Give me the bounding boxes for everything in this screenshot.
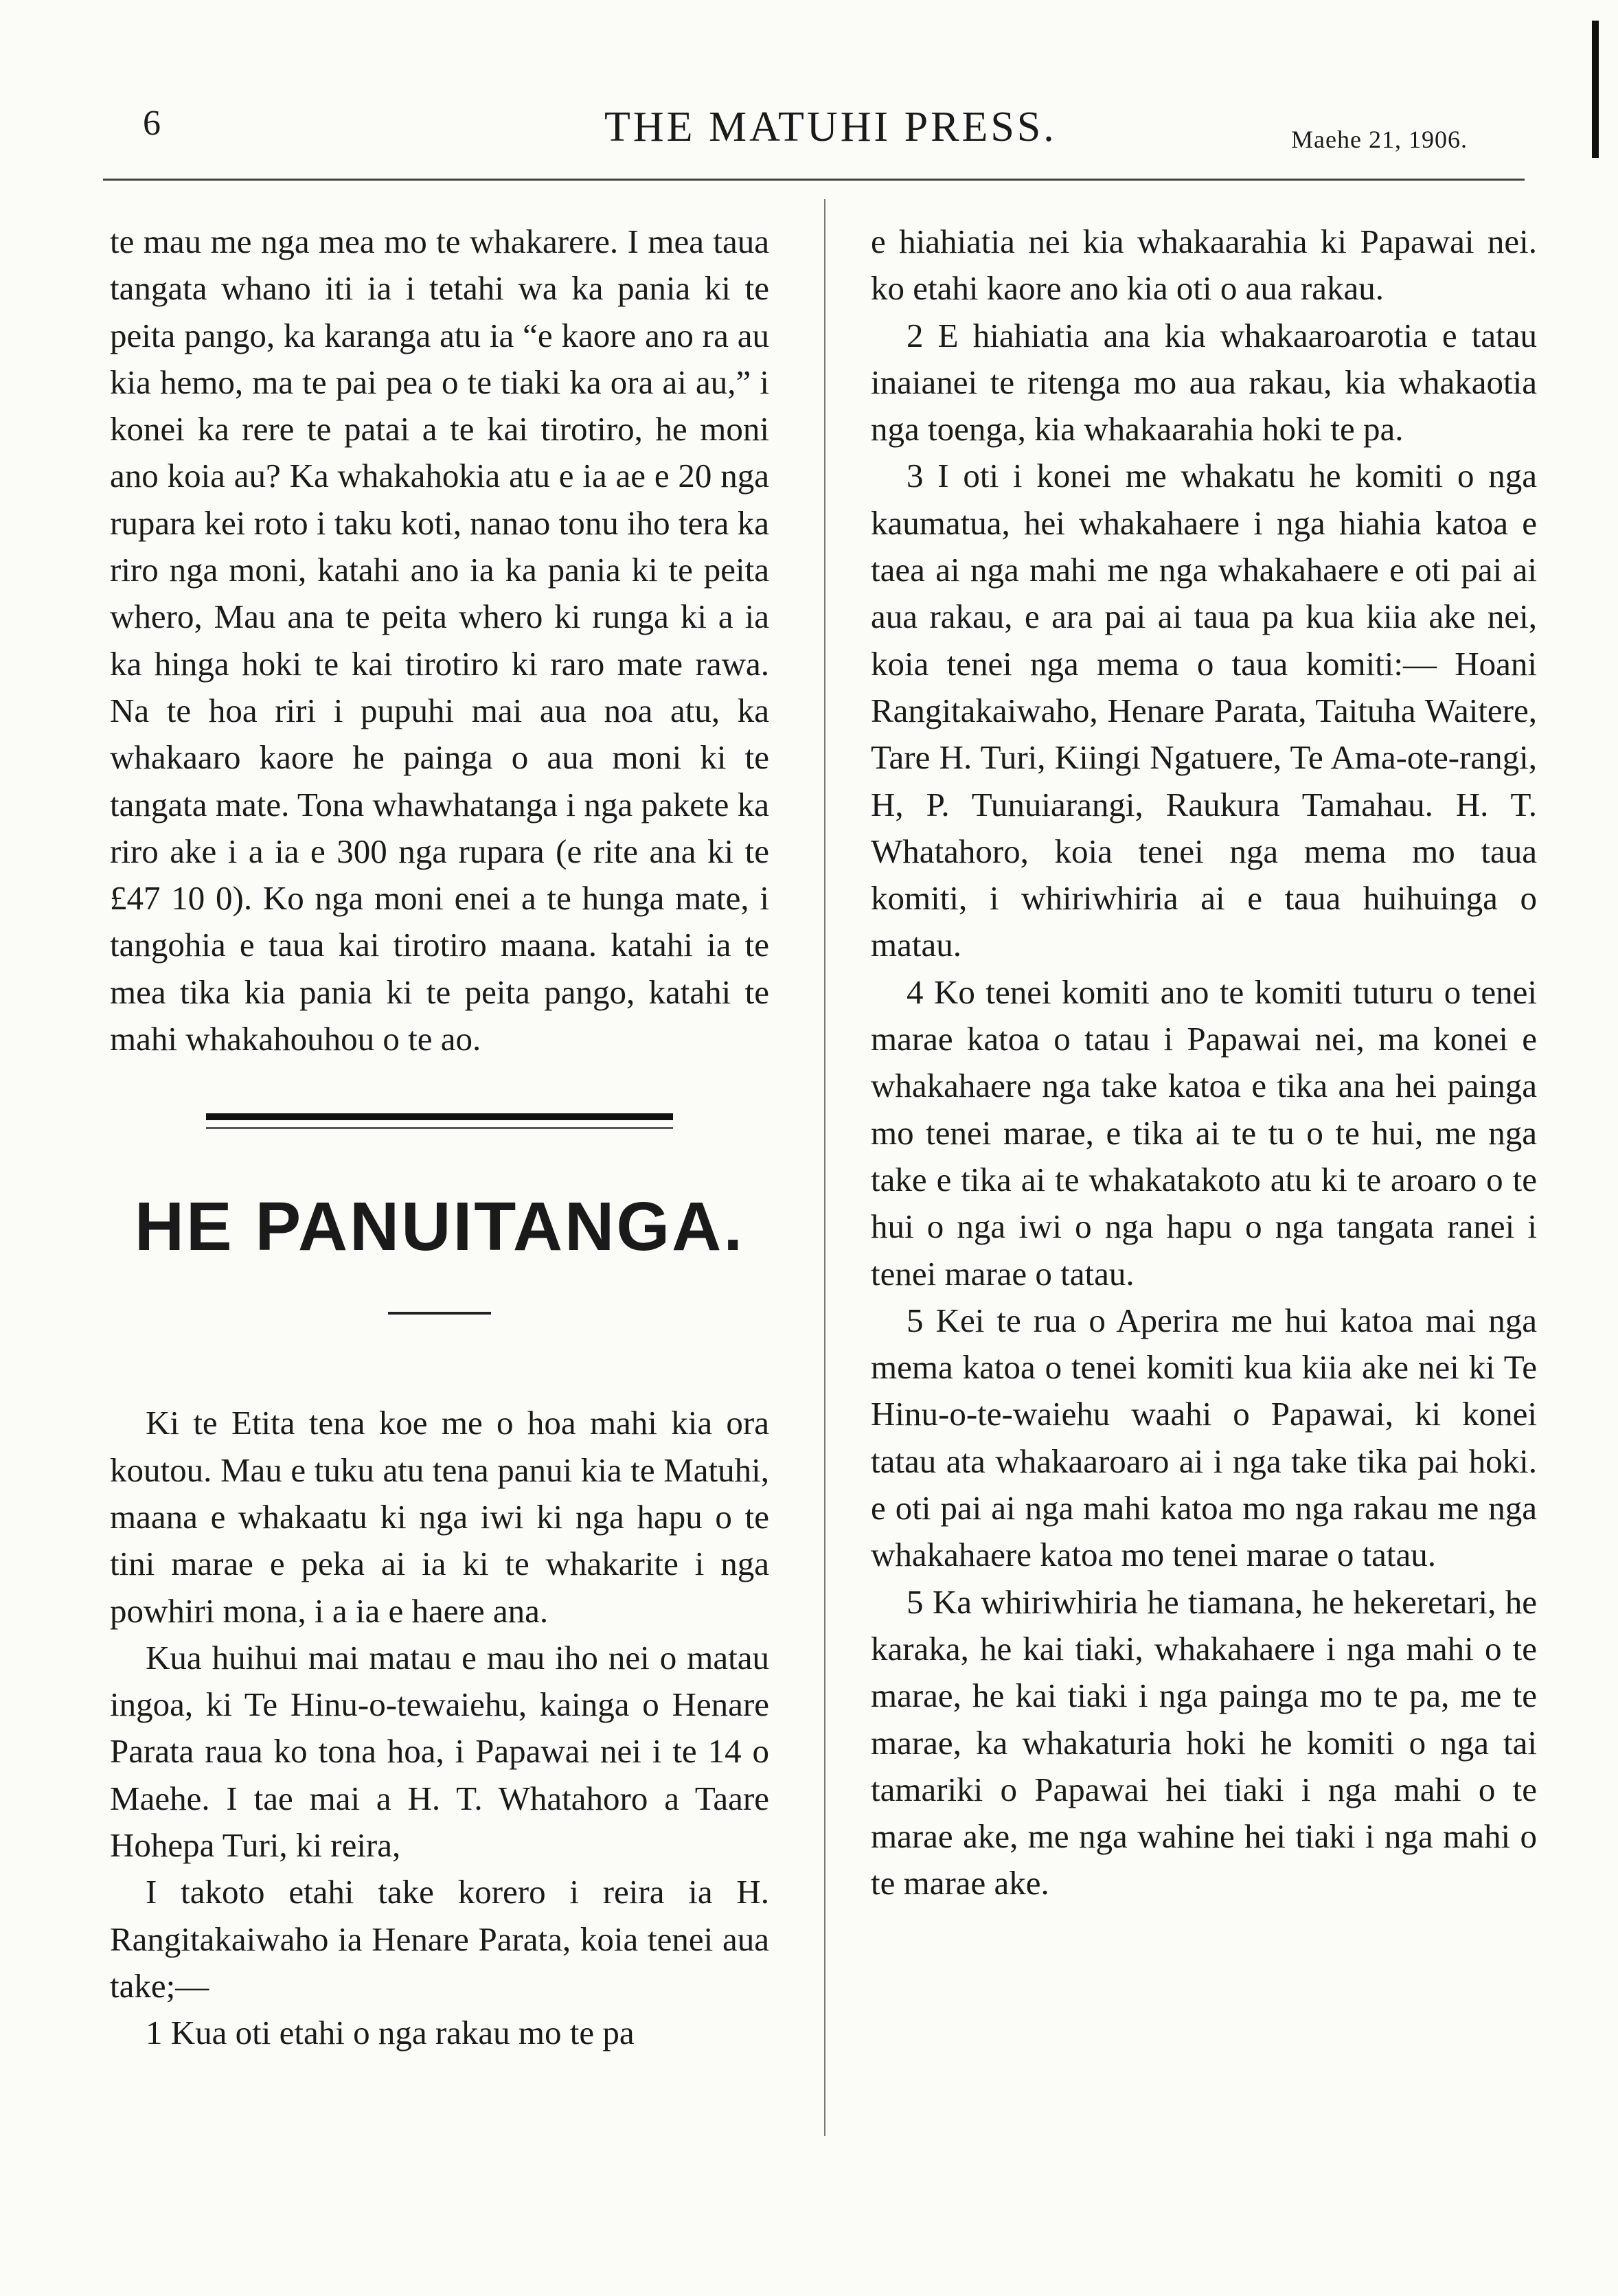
masthead-title: THE MATUHI PRESS. [604, 104, 1057, 150]
letter-paragraph: I takoto etahi take korero i reira ia H. Rangitakaiwaho ia Henare Parata, koia tenei aua take;— [110, 1873, 769, 2005]
headline-underline [388, 1312, 491, 1315]
page-number: 6 [143, 104, 161, 143]
header-rule [103, 179, 1525, 181]
notice-item: 5 Ka whiriwhiria he tiamana, he hekeretari, he karaka, he kai tiaki, whakahaere i nga mahi o te marae, he kai tiaki i nga painga mo te pa, me te marae, ka whakaturia hoki he komiti o nga tai tamariki o Papawai hei tiaki i nga mahi o te marae ake, me nga wahine hei tiaki i nga mahi o te marae ake. [871, 1582, 1537, 1902]
section-rule-thin [206, 1127, 673, 1129]
left-column [110, 218, 769, 2057]
page-header [0, 0, 1618, 185]
notice-headline: HE PANUITANGA. [134, 1188, 745, 1266]
issue-date: Maehe 21, 1906. [1291, 126, 1468, 153]
notice-item: 5 Kei te rua o Aperira me hui katoa mai nga mema katoa o tenei komiti kua kiia ake nei ki Te Hinu-o-te-waiehu waahi o Papawai, ki konei tatau ata whakaaroaro ai i nga take tika pai hoki. e oti pai ai nga mahi katoa mo nga rakau me nga whakahaere katoa mo tenei marae o tatau. [871, 1301, 1537, 1574]
notice-paragraph: e hiahiatia nei kia whakaarahia ki Papawai nei. ko etahi kaore ano kia oti o aua rakau. [871, 223, 1537, 308]
notice-item: 2 E hiahiatia ana kia whakaaroarotia e tatau inaianei te ritenga mo aua rakau, kia whakaotia nga toenga, kia whakaarahia hoki te pa. [871, 316, 1537, 448]
article-continuation: te mau me nga mea mo te whakarere. I mea taua tangata whano iti ia i tetahi wa ka pania ki te peita pango, ka karanga atu ia “e kaore ano ra au kia hemo, ma te pai pea o te tiaki ka ora ai au,” i konei ka rere te patai a te kai tirotiro, he moni ano koia au? Ka whakahokia atu e ia ae e 20 nga rupara kei roto i taku koti, nanao tonu iho tera ka riro nga moni, katahi ano ia ka pania ki te peita whero, Mau ana te peita whero ki runga ki a ia ka hinga hoki te kai tirotiro ki raro mate rawa. Na te hoa riri i pupuhi mai aua noa atu, ka whakaaro kaore he painga o aua moni ki te tangata mate. Tona whawhatanga i nga pakete ka riro ake i a ia e 300 nga rupara (e rite ana ki te £47 10 0). Ko nga moni enei a te hunga mate, i tangohia e taua kai tirotiro maana. katahi ia te mea tika kia pania ki te peita pango, katahi te mahi whakahouhou o te ao. [110, 223, 769, 1058]
column-divider [824, 199, 825, 2136]
notice-item: 3 I oti i konei me whakatu he komiti o nga kaumatua, hei whakahaere i nga hiahia katoa e taea ai nga mahi me nga whakahaere e oti pai ai aua rakau, e ara pai ai taua pa kua kiia ake nei, koia tenei nga mema o taua komiti:— Hoani Rangitakaiwaho, Henare Parata, Taituha Waitere, Tare H. Turi, Kiingi Ngatuere, Te Ama-ote-rangi, H, P. Tunuiarangi, Raukura Tamahau. H. T. Whatahoro, koia tenei nga mema mo taua komiti, i whiriwhiria ai e taua huihuinga o matau. [871, 457, 1537, 964]
section-rule-heavy [206, 1113, 673, 1120]
letter-paragraph: Ki te Etita tena koe me o hoa mahi kia ora koutou. Mau e tuku atu tena panui kia te Matuhi, maana e whakaatu ki nga iwi ki nga hapu o te tini marae e peka ai ia ki te whakarite i nga powhiri mona, i a ia e haere ana. [110, 1404, 769, 1630]
notice-item: 4 Ko tenei komiti ano te komiti tuturu o tenei marae katoa o tatau i Papawai nei, ma konei e whakahaere nga take katoa e tika ana hei painga mo tenei marae, e tika ai te tu o te hui, me nga take e tika ai te whakatakoto atu ki te aroaro o te hui o nga iwi o nga hapu o nga tangata ranei i tenei marae o tatau. [871, 973, 1537, 1293]
letter-paragraph: 1 Kua oti etahi o nga rakau mo te pa [146, 2014, 635, 2052]
right-column [871, 218, 1537, 1907]
letter-paragraph: Kua huihui mai matau e mau iho nei o matau ingoa, ki Te Hinu-o-tewaiehu, kainga o Henare Parata raua ko tona hoa, i Papawai nei i te 14 o Maehe. I tae mai a H. T. Whatahoro a Taare Hohepa Turi, ki reira, [110, 1638, 769, 1865]
